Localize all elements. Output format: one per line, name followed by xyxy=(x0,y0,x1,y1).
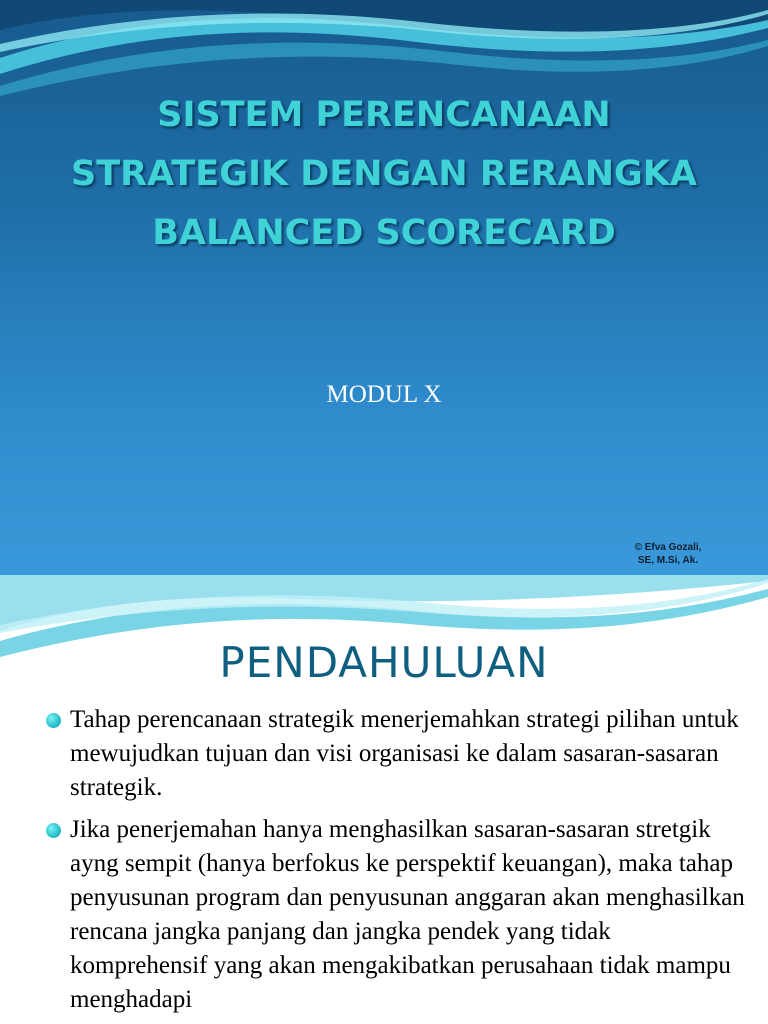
slide-title: PENDAHULUAN xyxy=(219,638,549,687)
content-slide xyxy=(0,575,768,1024)
bullet-text: Tahap perencanaan strategik menerjemahkan strategi pilihan untuk mewujudkan tujuan dan visi organisasi ke dalam sasaran-sasaran strategik. xyxy=(70,706,739,801)
slide-title: SISTEM PERENCANAAN STRATEGIK DENGAN RERANGKA BALANCED SCORECARD xyxy=(71,95,697,253)
bullet-text: Jika penerjemahan hanya menghasilkan sasaran-sasaran stretgik ayng sempit (hanya berfokus ke perspektif keuangan), maka tahap penyusunan program dan penyusunan anggaran akan menghasilkan rencana jangka panjang dan jangka pendek yang tidak komprehensif yang akan mengakibatkan perusahaan tidak mampu menghadapi xyxy=(70,816,745,1013)
bullet-list xyxy=(46,703,746,1024)
bullet-icon xyxy=(46,823,61,838)
bullet-icon xyxy=(46,713,61,728)
slide-subtitle: MODUL X xyxy=(326,381,442,408)
copyright-note: © Efva Gozali, SE, M.Si, Ak. xyxy=(634,542,702,566)
list-item xyxy=(46,813,746,1017)
list-item xyxy=(46,703,746,805)
